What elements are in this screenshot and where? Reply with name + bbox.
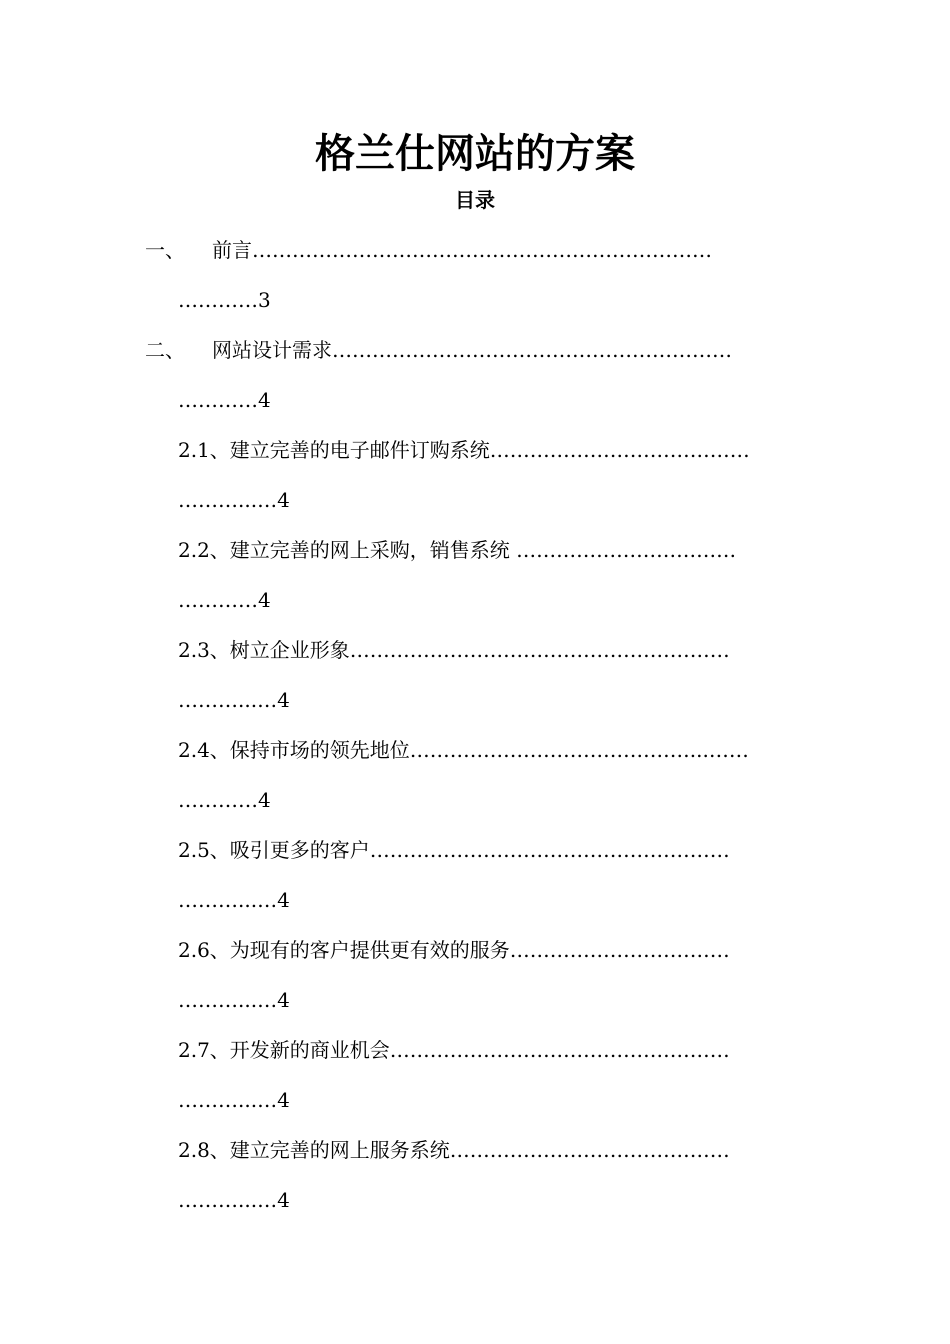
toc-entry-page-number: …………4 bbox=[178, 788, 271, 812]
toc-entry-page-number: ………...…4 bbox=[178, 1188, 290, 1212]
toc-entry-label: 2.4、保持市场的领先地位……………………………………...…… bbox=[178, 738, 749, 762]
document-title: 格兰仕网站的方案 bbox=[315, 131, 635, 177]
toc-entry-page-number: …………4 bbox=[178, 588, 271, 612]
toc-entry-label: 2.1、建立完善的电子邮件订购系统………………………………… bbox=[178, 438, 750, 462]
toc-entry-label: 2.3、树立企业形象………………………………………………… bbox=[178, 638, 730, 662]
toc-entry-page-number: ………...…4 bbox=[178, 688, 290, 712]
toc-entry-page-number: ………...…4 bbox=[178, 488, 290, 512]
toc-entry-number: 二、 bbox=[145, 338, 185, 362]
toc-entry-page-number: ………...…4 bbox=[178, 1088, 290, 1112]
toc-entry-label: 2.2、建立完善的网上采购，销售系统 …………………………… bbox=[178, 538, 737, 562]
toc-entry-label: 2.7、开发新的商业机会…………………………………………… bbox=[178, 1038, 730, 1062]
toc-entry-label: 2.8、建立完善的网上服务系统…………………………………… bbox=[178, 1138, 730, 1162]
toc-entry-label: 网站设计需求…………………………………………………… bbox=[212, 338, 732, 362]
toc-entry-page-number: ………...…4 bbox=[178, 888, 290, 912]
toc-entry-number: 一、 bbox=[145, 238, 185, 262]
toc-entry-label: 2.6、为现有的客户提供更有效的服务…………………………… bbox=[178, 938, 730, 962]
toc-entry-page-number: …………4 bbox=[178, 388, 271, 412]
toc-entry-label: 前言…………………………………………………………… bbox=[212, 238, 712, 262]
toc-entry-page-number: ………...…4 bbox=[178, 988, 290, 1012]
toc-heading: 目录 bbox=[455, 188, 495, 212]
toc-entry-label: 2.5、吸引更多的客户……………………………………………… bbox=[178, 838, 730, 862]
toc-entry-page-number: …………3 bbox=[178, 288, 271, 312]
